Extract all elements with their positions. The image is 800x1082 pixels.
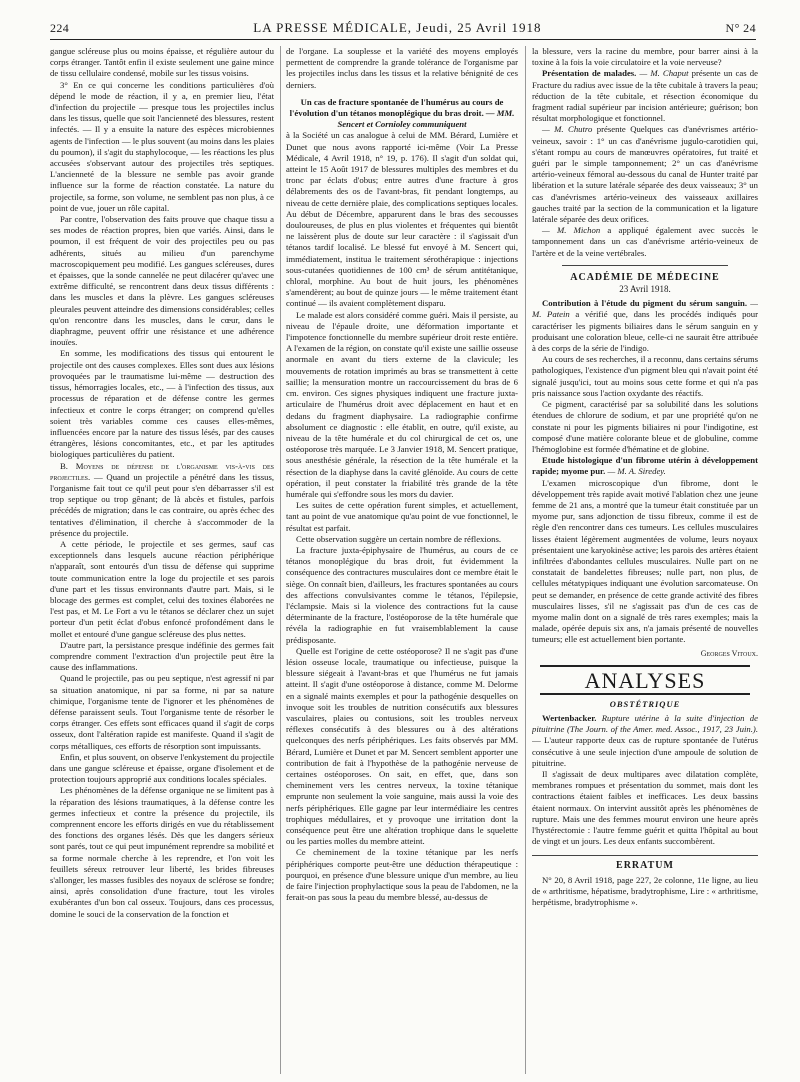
masthead-title: LA PRESSE MÉDICALE, Jeudi, 25 Avril 1918 bbox=[253, 20, 542, 35]
paragraph-text: présente un cas de Fracture du radius avec issue de la tête cubitale à travers la peau; réduction de la tête cubitale, et résection économique du fragment radial supérieur par incision antérieure; guérison; bon résultat morphologique et fonctionnel. bbox=[532, 68, 758, 124]
column-1 bbox=[50, 46, 274, 1074]
paragraph: Il s'agissait de deux multipares avec dilatation complète, membranes rompues et présentation du sommet, mais dont les contractions étaient faibles et inefficaces. Les deux bassins étaient normaux. On intervint aussitôt après les phénomènes de rupture. Mais une des femmes mourut environ une heure après l'hystérectomie : l'autre femme guérit et quitta l'hôpital au bout de vingt et un jours. Les deux enfants succombèrent. bbox=[532, 768, 758, 847]
paragraph bbox=[50, 461, 274, 539]
article-title: Etude histologique d'un fibrome utérin à développement rapide; myome pur. bbox=[532, 455, 758, 477]
paragraph: Quand le projectile, pas ou peu septique, n'est agressif ni par sa situation anatomique, ni par sa forme, ni par sa nature chimique, l'organisme tente de l'ignorer et les phénomènes de défense paraissent seuls. Tout l'organisme tente de résorber le corps étranger. Ces effets sont efficaces quand il s'agit de corps osseux, dont l'altération rapide est manifeste. Quand il s'agit de corps métalliques, ces efforts de résorption sont impuissants. bbox=[50, 673, 274, 751]
author: — M. A. Siredey. bbox=[607, 466, 666, 477]
section-lead: Présentation de malades. bbox=[542, 68, 637, 79]
paragraph bbox=[532, 68, 758, 124]
column-2 bbox=[286, 46, 518, 1074]
paragraph-text: a vérifié que, dans les procédés indiqués pour caractériser les pigments biliaires dans le sérum sanguin en y produisant une coloration bleue, celle-ci ne saurait être attribuée à des corps de la série de l'indigo. bbox=[532, 309, 758, 354]
paragraph: Enfin, et plus souvent, on observe l'enkystement du projectile dans une gangue scléreuse et épaisse, organe d'isolement et de protection toujours approprié aux conditions locales spéciales. bbox=[50, 751, 274, 785]
issue-number: N° 24 bbox=[725, 21, 756, 35]
paragraph-text: a appliqué également avec succès le tamponnement dans un cas d'anévrisme artério-veineux de l'artère et de la veine vertébrales. bbox=[532, 225, 758, 258]
paragraph: Les suites de cette opération furent simples, et actuellement, tant au point de vue anatomique qu'au point de vue fonctionnel, le résultat est parfait. bbox=[286, 500, 518, 533]
article-title-text: Un cas de fracture spontanée de l'humérus au cours de l'évolution d'un tétanos monoplégique du bras droit. bbox=[289, 96, 504, 119]
paragraph-text: présente Quelques cas d'anévrismes artério-veineux, savoir : 1° un cas d'anévrisme jugulo-carotidien qui, s'étant rompu au cours de manœuvres opératoires, fut traité et guéri par le simple tamponnement; 2° un cas d'anévrisme artério-veineux fémoral au-dessous du canal de Hunter traité par libération et la suture latérale séparée des deux vaisseaux; 3° un cas d'anévrismes artério-veineux des vaisseaux axillaires gauches traité par la section de la communication et la ligature latérale séparée des deux orifices. bbox=[532, 124, 758, 225]
column-separator bbox=[280, 46, 281, 1074]
paragraph bbox=[532, 455, 758, 477]
obstetrique-heading: OBSTÉTRIQUE bbox=[609, 698, 681, 709]
paragraph: gangue scléreuse plus ou moins épaisse, et régulière autour du corps étranger. Tantôt enfin il existe seulement une gaine mince de tissu cellulaire condensé, mobile sur les tissus voisins. bbox=[50, 46, 274, 79]
paragraph-text: — L'auteur rapporte deux cas de rupture spontanée de l'utérus consécutive à une seule injection d'une ampoule de solution de pituitrine. bbox=[532, 735, 758, 768]
paragraph: Ce cheminement de la toxine tétanique par les nerfs périphériques comporte peut-être une déduction thérapeutique : pourquoi, en présence d'une blessure unique d'un membre, au lieu de faire l'injection prophylactique sous la peau de l'abdomen, ne la ferait-on pas sous la peau du membre blessé, au-dessus de bbox=[286, 847, 518, 903]
analyses-heading: ANALYSES bbox=[540, 665, 750, 695]
paragraph: Cette observation suggère un certain nombre de réflexions. bbox=[296, 533, 502, 544]
paragraph: Quelle est l'origine de cette ostéoporose? Il ne s'agit pas d'une lésion osseuse locale, traumatique ou infectieuse, puisque la blessure siégeait à l'avant-bras et que l'humérus ne fut jamais atteint. Il s'agit d'une ostéoporose à distance, comme M. Delorme en a signalé maints exemples et pour la pathogénie desquelles on invoque soit les troubles de nutrition consécutifs aux blessures vasculaires, plaies ou contusions, soit les troubles nerveux réflexes consécutifs à des blessures ou à des altérations quelconques des nerfs périphériques. Les faits observés par MM. Bérard, Lumière et Dunet et par M. Sencert semblent apporter une contribution de fait à l'hypothèse de la pathogénie nerveuse de certaines ostéoporoses. On sait, en effet, que, dans son cheminement vers les centres nerveux, la toxine tétanique emprunte non seulement la voie sanguine, mais aussi la voie des nerfs périphériques. Elle gagne par leur intermédiaire les centres trophiques médullaires, et y provoque une irritation dont la conséquence peut être une altération trophique dans le squelette ou les parties molles du membre atteint. bbox=[286, 645, 518, 847]
paragraph: à la Société un cas analogue à celui de MM. Bérard, Lumière et Dunet que nous avons rapporté ici-même (Voir La Presse Médicale, 4 Avril 1918, n° 19, p. 176). Il s'agit d'un soldat qui, atteint le 15 Août 1917 de blessures multiples des membres et du tronc par éclats d'obus; entre autres d'une fracture à gros délabrements des os de l'avant-bras, fit pendant longtemps, au niveau de cette dernière plaie, des complications septiques locales. Au début de Décembre, apparurent dans le bras des secousses douloureuses, de plus en plus violentes et fréquentes qui bientôt ne laissèrent plus de doute sur leur caractère : il s'agissait d'un tétanos tardif localisé. Le blessé fut envoyé à M. Sencert qui, immédiatement, institua le traitement sérothérapique : injections sous-cutanées quotidiennes de 100 cm³ de sérum antitétanique, chloral, morphine. Au bout de huit jours, les phénomènes s'amendèrent; au bout de quinze jours — le même traitement étant continué — ils avaient complètement disparu. bbox=[286, 130, 518, 309]
page-number: 224 bbox=[50, 21, 70, 35]
column-separator bbox=[525, 46, 526, 1074]
reference: (The Journ. of the Amer. med. Assoc., 1917, 23 Juin.). bbox=[567, 724, 758, 735]
author: — M. Chaput bbox=[639, 68, 689, 79]
author: — M. Patein bbox=[532, 298, 758, 320]
paragraph: A cette période, le projectile et ses germes, sauf cas exceptionnels dans lesquels aucune réaction périphérique n'apparaît, sont entourés d'un tissu de défense qui supprime toute communication entre la loge du projectile et ses parois d'une part et les tissus environnants d'autre part. Mais, si le blocage des germes est complet, celui des toxines élaborées ne l'est pas, et M. Le Fort a vu le tétanos se déclarer chez un sujet porteur d'un petit éclat d'obus enfoncé profondément dans le mollet et entouré d'une gangue scléreuse des plus nettes. bbox=[50, 538, 274, 639]
section-heading: B. Moyens de défense de l'organisme vis-à-vis des projectiles. bbox=[50, 460, 274, 482]
paragraph: Par contre, l'observation des faits prouve que chaque tissu a ses modes de réaction propres, bien que variés. Ainsi, dans le poumon, il est fréquent de voir des projectiles peu ou pas adhérents, situés au milieu d'un parenchyme macroscopiquement peu modifié. Les gangues scléreuses, dures et épaisses, que la sonde cannelée ne peut dilacérer qu'avec une extrême difficulté, se rencontrent dans deux tissus différents : dans les muscles et dans la plèvre. Les gangues scléreuses pleurales peuvent atteindre des dimensions considérables; celles qu'on rencontre dans les muscles, dans le cœur, dans le diaphragme, peuvent offrir une résistance et une adhérence inouïes. bbox=[50, 214, 274, 348]
paragraph: Ce pigment, caractérisé par sa solubilité dans les solutions étendues de chlorure de sodium, et par une propriété qu'on ne constate ni pour les pigments biliaires ni pour l'indigotine, est composé d'une matière colorante bleue et de globuline, comme l'hémoglobine est formée d'hématine et de globine. bbox=[532, 399, 758, 454]
academy-heading: ACADÉMIE DE MÉDECINE bbox=[570, 271, 720, 283]
article-title: Contribution à l'étude du pigment du sérum sanguin. bbox=[542, 298, 748, 309]
column-3 bbox=[532, 46, 758, 1074]
article-title bbox=[286, 97, 518, 131]
paragraph: de l'organe. La souplesse et la variété des moyens employés permettent de comprendre la grande tolérance de l'organisme par les projectiles inclus dans les tissus et la relative bénignité de ces derniers. bbox=[286, 46, 518, 90]
paragraph: En somme, les modifications des tissus qui entourent le projectile ont des causes complexes. Elles sont dues aux lésions provoquées par le traumatisme lui-même — destruction des tissus, hémorragies locales, etc., — à l'infection des tissus, aux processus de réparation et de défense contre les germes infectieux et contre le corps étranger; on comprend qu'elles soient très variables comme ces causes elles-mêmes, influencées encore par la nature des tissus lésés, par des causes étrangères, lésions concomitantes, etc., et par les aptitudes biologiques particulières du patient. bbox=[50, 348, 274, 460]
paragraph bbox=[532, 713, 758, 769]
paragraph: Au cours de ses recherches, il a reconnu, dans certains sérums pathologiques, l'existence d'un pigment bleu qui n'avait point été signalé jusqu'ici, tout au moins sous cette forme et qui n'a pas pris naissance sous l'action oxydante des réactifs. bbox=[532, 354, 758, 398]
paragraph bbox=[532, 124, 758, 225]
author: Wertenbacker. bbox=[542, 712, 597, 723]
signature: Georges Vitoux. bbox=[700, 648, 758, 658]
paragraph: D'autre part, la persistance presque indéfinie des germes fait comprendre comment l'extraction d'un projectile peut être la cause des inflammations. bbox=[50, 639, 274, 673]
article-authors: — MM. Sencert et Cornioley communiquent bbox=[337, 108, 515, 130]
paragraph: Le malade est alors considéré comme guéri. Mais il persiste, au niveau de l'épaule droite, une déformation importante et l'impotence fonctionnelle du membre supérieur droit reste entière. A l'examen de la région, on constate qu'il existe une saillie osseuse anormale en avant du tiers externe de la clavicule; les mouvements de rotation imprimés au bras se transmettent à cette saillie; la mensuration montre un raccourcissement du bras de 6 cm. environ. Ces signes physiques indiquent une fracture juxta-articulaire de l'humérus droit avec déplacement en haut et en dedans du fragment diaphysaire. La radiographie confirme absolument ce diagnostic : elle établit, en outre, qu'il existe, au niveau de la tête humérale et du col chirurgical de cet os, une ostéoporose très marquée. Le 3 Janvier 1918, M. Sencert pratique, sous anesthésie générale, la résection de la tête humérale et la résection de la diaphyse dans la cavité glénoïde. Au cours de cette opération, il peut constater la friabilité très grande de la tête humérale qui s'effondre sous les mors du davier. bbox=[286, 309, 518, 499]
paragraph: la blessure, vers la racine du membre, pour barrer ainsi à la toxine à la fois la voie circulatoire et la voie nerveuse? bbox=[532, 46, 758, 68]
paragraph-text: — Quand un projectile a pénétré dans les tissus, l'organisme fait tout ce qu'il peut pour s'en débarrasser s'il est trop septique ou trop gênant; de là abcès et fistules, parfois précédés de migration; dans le cas contraire, ou après échec des tentatives d'élimination, il cherche à s'accommoder de la présence du projectile. bbox=[50, 471, 274, 538]
paragraph: Les phénomènes de la défense organique ne se limitent pas à la réparation des lésions traumatiques, à la défense contre les germes infectieux et contre la présence du projectile, ils comprennent encore les efforts dirigés en vue du rétablissement des fonctions des organes lésés. Dès que les dangers sérieux sont parés, tout ce qui peut impunément reprendre sa mobilité et sa forme normale cherche à les reprendre, et l'on voit les feuillets séreux retrouver leur liberté, les brides fibreuses s'allonger, les masses fusibles des noyaux de sclérose se fondre; ainsi, après consolidation d'une fracture, tout les viroles exubérantes d'un bon cal osseux. Toujours, dans ces processus, domine le souci de la conservation de la fonction et bbox=[50, 785, 274, 919]
article-title: Rupture utérine à la suite d'injection de pituitrine bbox=[532, 712, 758, 735]
paragraph: N° 20, 8 Avril 1918, page 227, 2e colonne, 11e ligne, au lieu de « arthritisme, hépatisme, bradytrophisme, Lire : « arthritisme, herpétisme, bradytrophisme ». bbox=[532, 874, 758, 908]
academy-date: 23 Avril 1918. bbox=[619, 284, 671, 295]
page-header bbox=[50, 20, 756, 38]
paragraph: La fracture juxta-épiphysaire de l'humérus, au cours de ce tétanos monoplégique du bras droit, fut évidemment la conséquence des contractures musculaires dont ce membre était le siège. On connaît bien, d'ailleurs, les fractures spontanées au cours des affections convulsivantes comme le tétanos, l'épilepsie, l'éclampsie. Mais si la violence des contractions fut la cause déterminante de la fracture, l'ostéoporose de la tête humérale que révéla la radiographie en fut vraisemblablement la cause prédisposante. bbox=[286, 544, 518, 645]
erratum-heading: ERRATUM bbox=[532, 855, 758, 871]
paragraph bbox=[532, 225, 758, 259]
author: — M. Michon bbox=[542, 225, 601, 236]
header-rule bbox=[50, 39, 756, 40]
paragraph bbox=[532, 298, 758, 354]
section-divider bbox=[562, 265, 728, 266]
paragraph: L'examen microscopique d'un fibrome, dont le développement très rapide avait motivé l'ablation chez une jeune femme de 21 ans, a montré que la tumeur était constituée par un myome pur, sans adjonction de tissu fibreux, comme il est de règle d'en rencontrer dans ces tumeurs. Les cellules musculaires lisses étaient légèrement augmentées de volume, leurs noyaux présentaient une karyokinèse active; les parois des artères étaient infiltrées d'abondantes cellules musculaires. Nulle part on ne constatait de bandelettes fibreuses; nulle part, non plus, de cellules métatypiques indiquant une évolution sarcomateuse. On peut se demander, en présence de cette grande activité des fibres musculaires lisses, s'il ne s'agissait pas d'un de ces cas de myome malin dont on a signalé de très rares exemples; mais la malade, opérée depuis six ans, n'a jamais présenté de nouvelles tumeurs; elle est actuellement bien portante. bbox=[532, 477, 758, 645]
author: — M. Chutro bbox=[542, 124, 593, 135]
paragraph: 3° En ce qui concerne les conditions particulières d'où dépend le mode de réaction, il y a, en premier lieu, l'état d'infection du projectile — presque tous les projectiles inclus dans les tissus, quelle que soit l'ancienneté des blessures, restent infectés. — Il y a ensuite la nature des espèces microbiennes agents de l'infection — le plus souvent (au moins dans les plaies du poumon), il s'agit du staphylocoque, — les réactions les plus accusées s'observant autour des projectiles très septiques. L'ancienneté de la blessure ne semble pas avoir grande influence sur la forme de réaction constatée. La nature du projectile, sa forme, son volume, ne semblent pas non plus, à ce point de vue, jouer un rôle capital. bbox=[50, 79, 274, 213]
